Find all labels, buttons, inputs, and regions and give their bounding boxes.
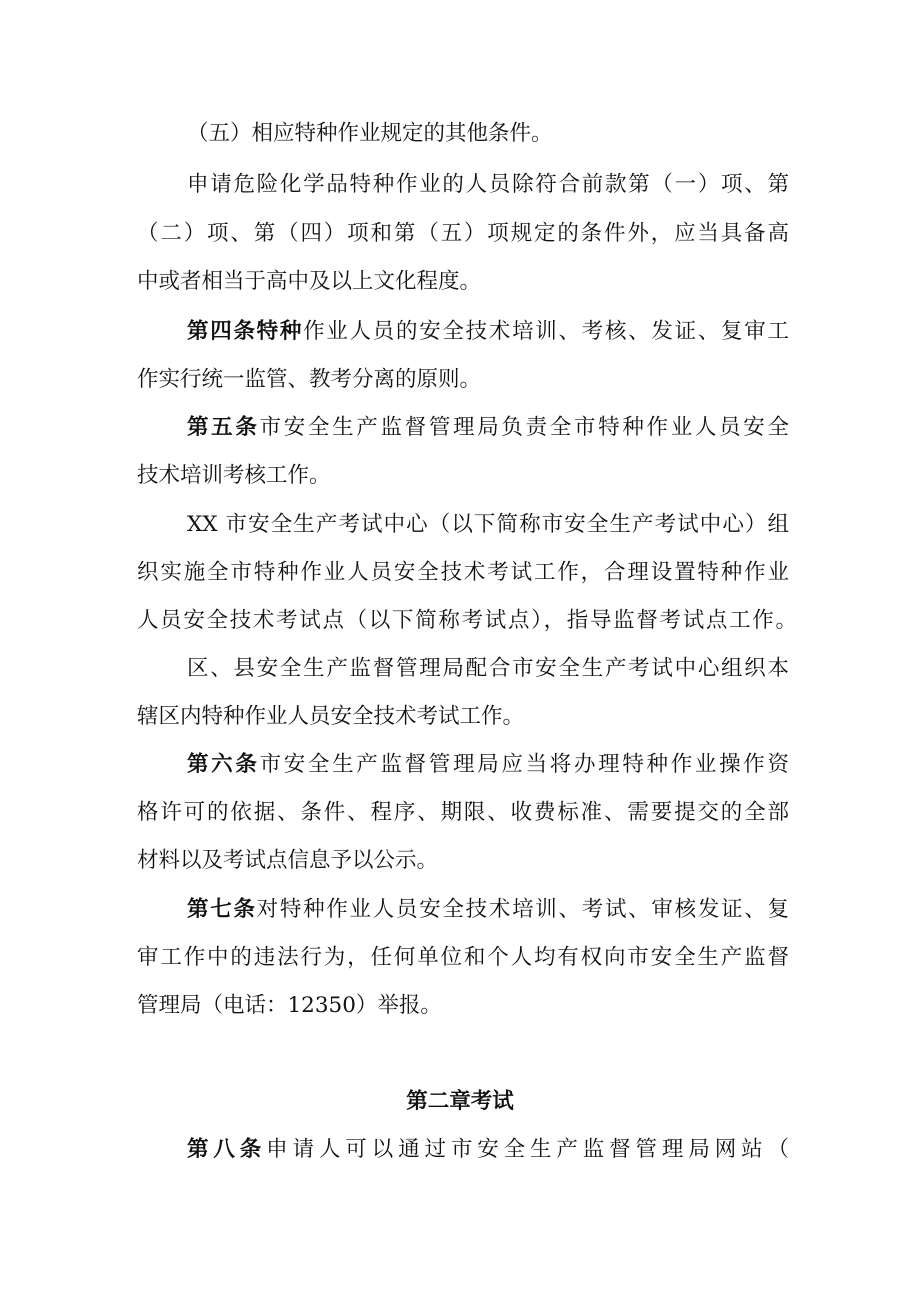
district-paragraph-line-2: 辖区内特种作业人员安全技术考试工作。 (137, 704, 525, 729)
article-8-label: 第八条 (187, 1137, 267, 1162)
article-8-line-1 (187, 1136, 789, 1164)
article-8-text: 申请人可以通过市安全生产监督管理局网站（ (266, 1137, 789, 1162)
exam-center-paragraph-line-1: XX 市安全生产考试中心（以下简称市安全生产考试中心）组 (187, 512, 789, 537)
exam-center-paragraph-line-3: 人员安全技术考试点（以下简称考试点），指导监督考试点工作。 (137, 608, 797, 633)
condition-5-line: （五）相应特种作业规定的其他条件。 (187, 121, 553, 146)
article-5-line-2: 技术培训考核工作。 (137, 463, 331, 488)
article-4-line-1 (187, 318, 789, 346)
article-4-line-2: 作实行统一监管、教考分离的原则。 (137, 367, 482, 392)
article-7-label: 第七条 (187, 897, 257, 922)
article-7-line-3: 管理局（电话：12350）举报。 (137, 993, 442, 1018)
article-4-text: 作业人员的安全技术培训、考核、发证、复审工 (303, 319, 789, 344)
article-6-text: 市安全生产监督管理局应当将办理特种作业操作资 (259, 752, 789, 777)
article-7-line-2: 审工作中的违法行为，任何单位和个人均有权向市安全生产监督 (137, 945, 789, 970)
hazardous-chemicals-paragraph-line-3: 中或者相当于高中及以上文化程度。 (137, 269, 482, 294)
article-7-text: 对特种作业人员安全技术培训、考试、审核发证、复 (256, 897, 789, 922)
article-5-label: 第五条 (187, 415, 260, 440)
chapter-2-heading: 第二章考试 (406, 1089, 514, 1114)
article-6-label: 第六条 (187, 752, 260, 777)
hazardous-chemicals-paragraph-line-2: （二）项、第（四）项和第（五）项规定的条件外，应当具备高 (137, 221, 789, 246)
article-5-line-1 (187, 414, 789, 442)
article-7-line-1 (187, 896, 789, 924)
district-paragraph-line-1: 区、县安全生产监督管理局配合市安全生产考试中心组织本 (187, 656, 789, 681)
article-6-line-3: 材料以及考试点信息予以公示。 (137, 848, 439, 873)
article-4-label: 第四条特种 (187, 319, 304, 344)
article-6-line-1 (187, 751, 789, 779)
article-6-line-2: 格许可的依据、条件、程序、期限、收费标准、需要提交的全部 (137, 800, 789, 825)
hazardous-chemicals-paragraph-line-1: 申请危险化学品特种作业的人员除符合前款第（一）项、第 (187, 172, 789, 197)
article-5-text: 市安全生产监督管理局负责全市特种作业人员安全 (259, 415, 789, 440)
exam-center-paragraph-line-2: 织实施全市特种作业人员安全技术考试工作，合理设置特种作业 (137, 560, 789, 585)
